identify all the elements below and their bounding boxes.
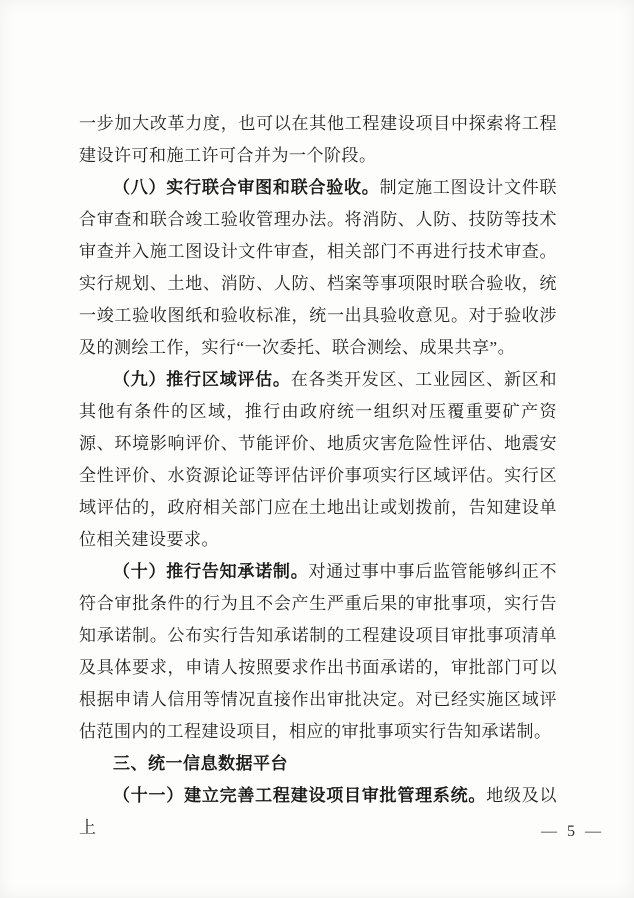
paragraph-text: 对通过事中事后监管能够纠正不符合审批条件的行为且不会产生严重后果的审批事项，实行告知承诺制。公布实行告知承诺制的工程建设项目审批事项清单及具体要求，申请人按照要求作出书面承诺的，审批部门可以根据申请人信用等情况直接作出审批决定。对已经实施区域评估范围内的工程建设项目，相应的审批事项实行告知承诺制。 (79, 562, 558, 741)
paragraph (79, 556, 557, 748)
paragraph-lead: （九）推行区域评估。 (113, 370, 291, 389)
paragraph-text: 一步加大改革力度，也可以在其他工程建设项目中探索将工程建设许可和施工许可合并为一个阶段。 (79, 114, 557, 165)
paragraph-lead: （十一）建立完善工程建设项目审批管理系统。 (113, 786, 487, 805)
paragraph (79, 108, 557, 172)
paragraph-text: 在各类开发区、工业园区、新区和其他有条件的区域，推行由政府统一组织对压覆重要矿产资源、环境影响评价、节能评价、地质灾害危险性评估、地震安全性评价、水资源论证等评估评价事项实行区域评估。实行区域评估的，政府相关部门应在土地出让或划拨前，告知建设单位相关建设要求。 (79, 370, 558, 549)
page-number: — 5 — (541, 823, 604, 840)
paragraph (79, 364, 557, 556)
paragraph-lead: （十）推行告知承诺制。 (113, 562, 309, 581)
paragraph-lead: （八）实行联合审图和联合验收。 (113, 178, 380, 197)
paragraph (79, 780, 557, 844)
section-heading: 三、统一信息数据平台 (113, 754, 288, 773)
paragraph-text: 地级及以上 (79, 786, 557, 837)
paragraph-text: 制定施工图设计文件联合审查和联合竣工验收管理办法。将消防、人防、技防等技术审查并入施工图设计文件审查，相关部门不再进行技术审查。实行规划、土地、消防、人防、档案等事项限时联合验收，统一竣工验收图纸和验收标准，统一出具验收意见。对于验收涉及的测绘工作，实行“一次委托、联合测绘、成果共享”。 (79, 178, 557, 357)
paragraph (79, 172, 557, 364)
document-body (79, 108, 557, 844)
